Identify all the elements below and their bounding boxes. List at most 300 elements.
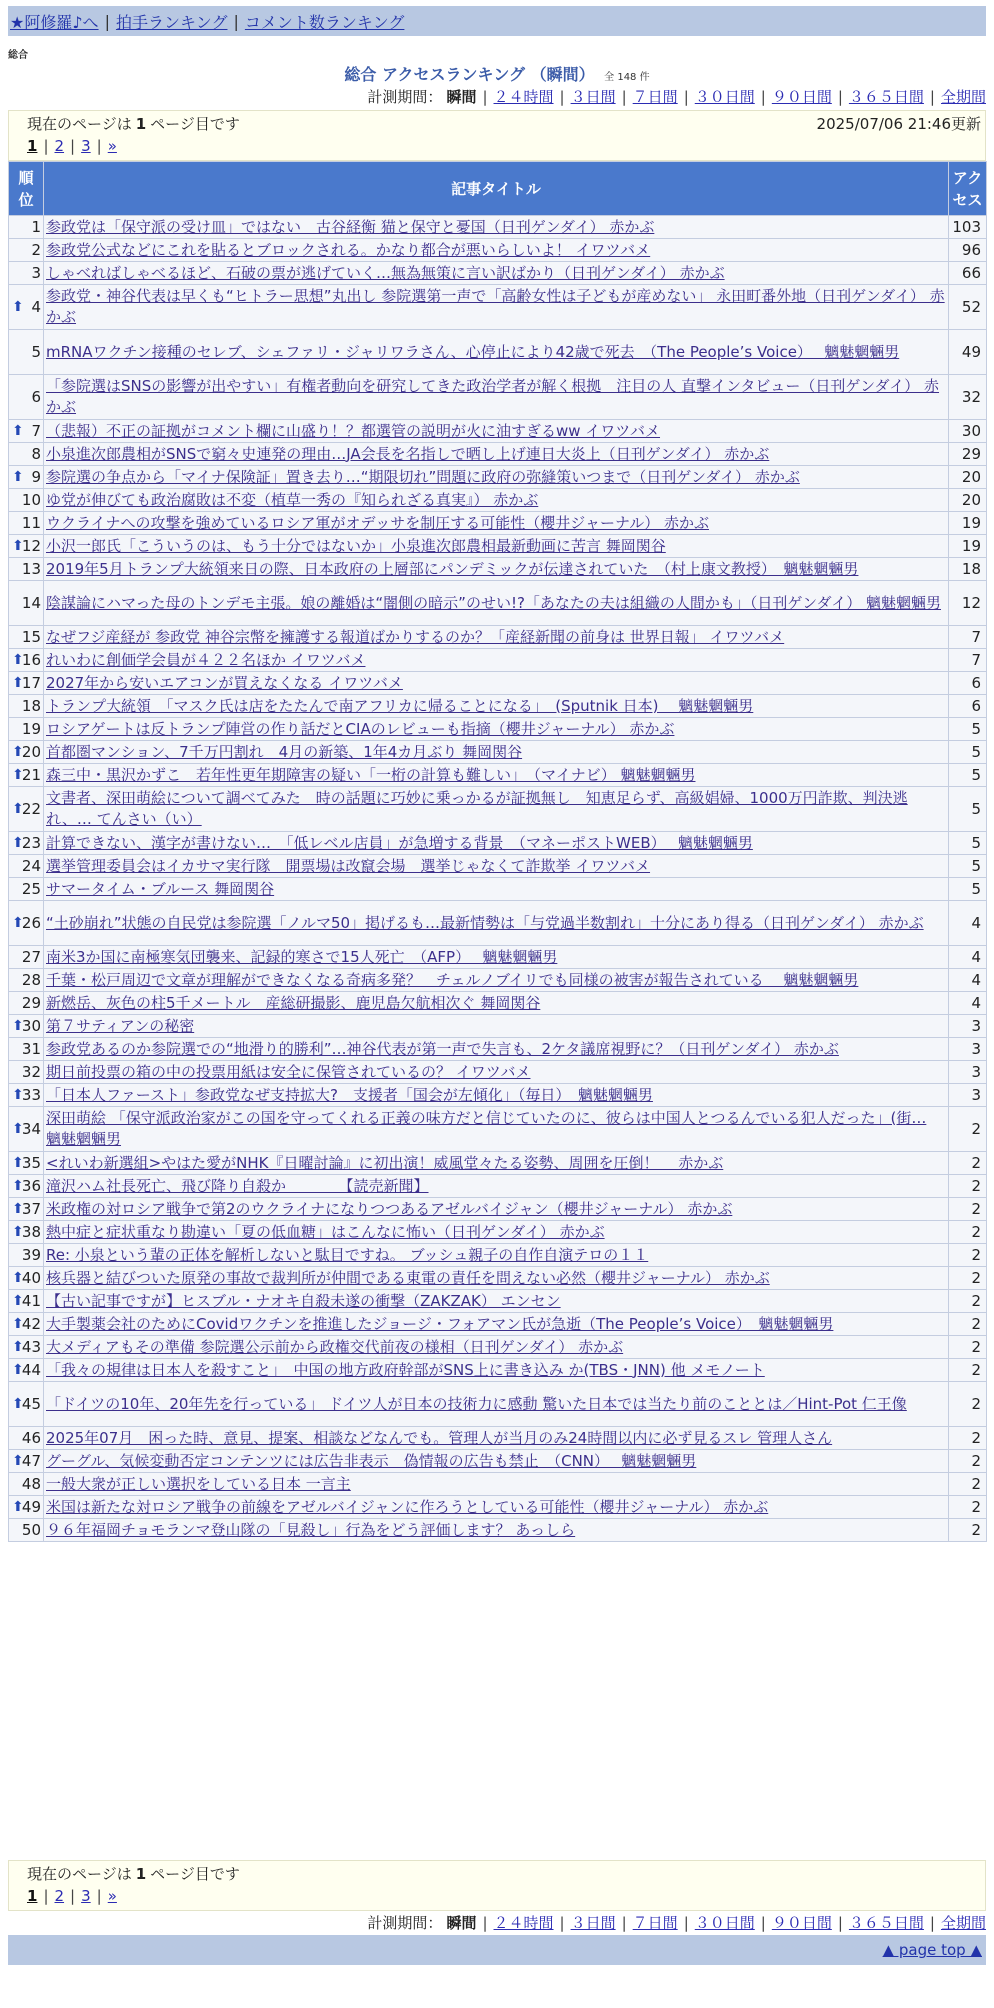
period-option-2[interactable]: ７日間 [632,88,678,106]
page-title-text: 総合 アクセスランキング （瞬間） [344,65,595,84]
article-title-link[interactable]: 2019年5月トランプ大統領来日の際、日本政府の上層部にパンデミックが伝達されていた （村上康文教授） 魑魅魍魎男 [46,559,859,578]
rank-cell [9,1244,44,1267]
table-row [9,1496,987,1519]
access-count: 2 [949,1244,987,1267]
pagination-page-3[interactable]: 3 [81,1887,91,1905]
rank-header [9,162,44,216]
article-title-link[interactable]: （悲報）不正の証拠がコメント欄に山盛り！？都選管の説明が火に油すぎるww イワツバメ [46,421,661,440]
period-option-4[interactable]: ９０日間 [771,88,832,106]
current-page-suffix: ページ目です [150,1865,240,1883]
article-title-link[interactable]: 選挙管理委員会はイカサマ実行隊 開票場は改竄会場 選挙じゃなくて詐欺挙 イワツバメ [46,856,651,875]
title-cell [44,262,949,285]
article-title-link[interactable]: 熱中症と症状重なり勘違い「夏の低血糖」はこんなに怖い（日刊ゲンダイ） 赤かぶ [46,1222,605,1241]
article-title-link[interactable]: 参院選の争点から「マイナ保険証」置き去り…“期限切れ”問題に政府の弥縫策いつまで（日刊ゲンダイ） 赤かぶ [46,467,800,486]
access-count: 19 [949,535,987,558]
title-cell [44,672,949,695]
access-count: 2 [949,1107,987,1152]
table-row [9,581,987,626]
rank-cell [9,1038,44,1061]
pagination-page-3[interactable]: 3 [81,137,91,155]
article-title-link[interactable]: 「我々の規律は日本人を殺すこと」 中国の地方政府幹部がSNS上に書き込み か(TBS・JNN) 他 メモノート [46,1360,765,1379]
period-option-6[interactable]: 全期間 [940,1914,986,1932]
period-option-0[interactable]: ２４時間 [493,88,554,106]
table-row [9,1427,987,1450]
period-separator: | [621,1914,627,1932]
table-row [9,1336,987,1359]
article-title-link[interactable]: ９６年福岡チョモランマ登山隊の「見殺し」行為をどう評価します？ あっしら [46,1520,576,1539]
rank-number: 9 [31,468,41,486]
current-page-suffix: ページ目です [150,115,240,133]
title-cell [44,239,949,262]
bottom-bar [8,1935,986,1965]
pagination-separator: | [70,1887,76,1905]
article-title-link[interactable]: 計算できない、漢字が書けない… 「低レベル店員」が急増する背景 （マネーポストWEB） 魑魅魍魎男 [46,833,753,852]
table-row [9,1061,987,1084]
table-row [9,1175,987,1198]
table-row [9,443,987,466]
access-count: 4 [949,946,987,969]
table-row [9,901,987,946]
up-arrow-icon: ⬆ [12,299,24,315]
rank-number: 22 [21,800,41,818]
article-title-link[interactable]: 参政党・神谷代表は早くも“ヒトラー思想”丸出し 参院選第一声で「高齢女性は子どもが産めない」 永田町番外地（日刊ゲンダイ） 赤かぶ [46,287,945,326]
access-count: 3 [949,1015,987,1038]
rank-number: 48 [21,1475,41,1493]
access-count: 96 [949,239,987,262]
title-cell [44,330,949,375]
access-count: 6 [949,672,987,695]
title-cell [44,901,949,946]
rank-number: 8 [31,445,41,463]
title-cell [44,1359,949,1382]
up-arrow-icon: ⬆ [12,1453,24,1469]
rank-cell [9,649,44,672]
article-title-link[interactable]: 2027年から安いエアコンが買えなくなる イワツバメ [46,673,403,692]
comment-ranking-link[interactable]: コメント数ランキング [244,12,405,32]
period-separator: | [760,88,766,106]
rank-cell [9,375,44,420]
article-title-link[interactable]: ゆ党が伸びても政治腐敗は不変（植草一秀の『知られざる真実』） 赤かぶ [46,490,539,509]
title-cell [44,1061,949,1084]
access-count: 18 [949,558,987,581]
up-arrow-icon: ⬆ [12,1121,24,1137]
article-title-link[interactable]: 「日本人ファースト」参政党なぜ支持拡大? 支援者「国会が左傾化」（毎日） 魑魅魍魎男 [46,1085,653,1104]
access-count: 2 [949,1450,987,1473]
period-option-6[interactable]: 全期間 [940,88,986,106]
access-count: 4 [949,901,987,946]
pagination-current: 1 [27,1887,38,1905]
rank-number: 36 [21,1177,41,1195]
table-row [9,558,987,581]
title-cell [44,1152,949,1175]
table-row [9,672,987,695]
rank-cell [9,1267,44,1290]
title-cell [44,695,949,718]
rank-cell [9,239,44,262]
period-option-1[interactable]: ３日間 [570,88,616,106]
asyura-home-link[interactable]: ★阿修羅♪へ [10,12,99,32]
table-row [9,216,987,239]
title-cell [44,649,949,672]
up-arrow-icon: ⬆ [12,1339,24,1355]
rank-cell [9,420,44,443]
pagination [27,137,117,155]
up-arrow-icon: ⬆ [12,1396,24,1412]
access-count: 5 [949,878,987,901]
access-count: 5 [949,718,987,741]
article-title-link[interactable]: なぜフジ産経が 参政党 神谷宗幣を擁護する報道ばかりするのか？「産経新聞の前身は 世界日報」 イワツバメ [46,627,785,646]
article-title-link[interactable]: 滝沢ハム社長死亡、飛び降り自殺か 【読売新聞】 [46,1176,429,1195]
access-count: 2 [949,1473,987,1496]
period-separator: | [683,88,689,106]
rank-number: 47 [21,1452,41,1470]
rank-cell [9,1382,44,1427]
access-count: 30 [949,420,987,443]
article-title-link[interactable]: 「ドイツの10年、20年先を行っている」 ドイツ人が日本の技術力に感動 驚いた日本では当たり前のこととは／Hint-Pot 仁王像 [46,1394,907,1413]
up-arrow-icon: ⬆ [12,767,24,783]
rank-cell [9,695,44,718]
article-title-link[interactable]: 参政党は「保守派の受け皿」ではない 古谷経衡 猫と保守と憂国（日刊ゲンダイ） 赤かぶ [46,217,655,236]
title-cell [44,626,949,649]
access-count: 4 [949,969,987,992]
period-separator: | [482,1914,488,1932]
rank-number: 50 [21,1521,41,1539]
current-page-prefix: 現在のページは [27,115,132,133]
table-row [9,1290,987,1313]
rank-cell [9,1084,44,1107]
access-count: 2 [949,1152,987,1175]
period-label: 計測期間： [367,88,443,106]
title-cell [44,718,949,741]
access-count: 2 [949,1336,987,1359]
title-cell [44,1427,949,1450]
current-page-text [27,1863,240,1884]
rank-cell [9,1359,44,1382]
access-count: 20 [949,489,987,512]
rank-number: 5 [31,343,41,361]
article-title-link[interactable]: 参政党あるのか参院選での“地滑り的勝利”…神谷代表が第一声で失言も、2ケタ議席視野に？（日刊ゲンダイ） 赤かぶ [46,1039,839,1058]
pagination-page-2[interactable]: 2 [54,137,65,155]
ranking-table [8,161,987,1542]
rank-cell [9,1519,44,1542]
article-title-link[interactable]: 2025年07月 困った時、意見、提案、相談などなんでも。管理人が当月のみ24時間以内に必ず見るスレ 管理人さん [46,1428,833,1447]
article-title-link[interactable]: 米政権の対ロシア戦争で第2のウクライナになりつつあるアゼルバイジャン（櫻井ジャーナル） 赤かぶ [46,1199,733,1218]
access-count: 5 [949,832,987,855]
rank-cell [9,1061,44,1084]
article-title-link[interactable]: 大手製薬会社のためにCovidワクチンを推進したジョージ・フォアマン氏が急逝（The People’s Voice） 魑魅魍魎男 [46,1314,834,1333]
title-cell [44,1313,949,1336]
table-row [9,512,987,535]
table-row [9,239,987,262]
access-count: 2 [949,1519,987,1542]
article-title-link[interactable]: 深田萌絵 「保守派政治家がこの国を守ってくれる正義の味方だと信じていたのに、彼らは中国人とつるんでいる犯人だった」(街… 魑魅魍魎男 [46,1109,927,1148]
article-title-link[interactable]: 新燃岳、灰色の柱5千メートル 産総研撮影、鹿児島欠航相次ぐ 舞岡関谷 [46,993,541,1012]
pagination-separator: | [43,137,49,155]
access-count: 2 [949,1198,987,1221]
article-title-link[interactable]: しゃべればしゃべるほど、石破の票が逃げていく…無為無策に言い訳ばかり（日刊ゲンダイ） 赤かぶ [46,263,725,282]
applause-ranking-link[interactable]: 拍手ランキング [115,12,228,32]
period-separator: | [929,88,935,106]
rank-number: 3 [31,264,41,282]
article-title-link[interactable]: トランプ大統領 「マスク氏は店をたたんで南アフリカに帰ることになる」 (Sputnik 日本) 魑魅魍魎男 [46,696,754,715]
rank-number: 42 [21,1315,41,1333]
rank-number: 11 [21,514,41,532]
title-cell [44,1038,949,1061]
access-count: 2 [949,1427,987,1450]
article-title-link[interactable]: グーグル、気候変動否定コンテンツには広告非表示 偽情報の広告も禁止 （CNN） 魑魅魍魎男 [46,1451,697,1470]
rank-cell [9,1450,44,1473]
rank-cell [9,1336,44,1359]
rank-cell [9,262,44,285]
up-arrow-icon: ⬆ [12,1224,24,1240]
article-title-link[interactable]: <れいわ新選組>やはた愛がNHK『日曜討論』に初出演！威風堂々たる姿勢、周囲を圧倒！ 赤かぶ [46,1153,724,1172]
title-cell [44,992,949,1015]
article-title-link[interactable]: れいわに創価学会員が４２２名ほか イワツバメ [46,650,366,669]
period-option-3[interactable]: ３０日間 [694,88,755,106]
rank-number: 43 [21,1338,41,1356]
table-row [9,695,987,718]
table-row [9,1473,987,1496]
access-header-label: アク セス [952,168,983,209]
table-row [9,1107,987,1152]
rank-number: 34 [21,1120,41,1138]
access-count: 3 [949,1038,987,1061]
article-title-link[interactable]: 核兵器と結びついた原発の事故で裁判所が仲間である東電の責任を問えない必然（櫻井ジャーナル） 赤かぶ [46,1268,770,1287]
rank-cell [9,901,44,946]
article-title-link[interactable]: 南米3か国に南極寒気団襲来、記録的寒さで15人死亡 （AFP） 魑魅魍魎男 [46,947,558,966]
current-page-text [27,113,240,134]
rank-number: 12 [21,537,41,555]
period-current: 瞬間 [446,88,477,106]
article-title-link[interactable]: 陰謀論にハマった母のトンデモ主張。娘の離婚は“闇側の暗示”のせい!?「あなたの夫は組織の人間かも」（日刊ゲンダイ） 魑魅魍魎男 [46,593,941,612]
period-selector-bottom [367,1912,986,1933]
up-arrow-icon: ⬆ [12,675,24,691]
table-row [9,855,987,878]
rank-number: 13 [21,560,41,578]
pagination-page-2[interactable]: 2 [54,1887,65,1905]
rank-cell [9,626,44,649]
up-arrow-icon: ⬆ [12,801,24,817]
up-arrow-icon: ⬆ [12,1201,24,1217]
period-option-4[interactable]: ９０日間 [771,1914,832,1932]
title-cell [44,1496,949,1519]
page-top-link[interactable]: ▲ page top ▲ [882,1941,982,1959]
table-row [9,535,987,558]
rank-number: 10 [21,491,41,509]
article-title-link[interactable]: 小沢一郎氏「こういうのは、もう十分ではないか」小泉進次郎農相最新動画に苦言 舞岡関谷 [46,536,666,555]
article-title-link[interactable]: 期日前投票の箱の中の投票用紙は安全に保管されているの？ イワツバメ [46,1062,531,1081]
title-cell [44,1450,949,1473]
rank-cell [9,946,44,969]
rank-cell [9,1198,44,1221]
table-row [9,1519,987,1542]
rank-number: 14 [21,594,41,612]
article-title-link[interactable]: 【古い記事ですが】ヒスブル・ナオキ自殺未遂の衝撃（ZAKZAK） エンセン [46,1291,561,1310]
title-cell [44,1221,949,1244]
title-cell [44,878,949,901]
title-cell [44,1290,949,1313]
access-count: 5 [949,787,987,832]
article-title-link[interactable]: 文書者、深田萌絵について調べてみた 時の話題に巧妙に乗っかるが証拠無し 知恵足らず、高級娼婦、1000万円詐欺、判決逃れ、… てんさい（い） [46,789,908,828]
access-count: 5 [949,764,987,787]
up-arrow-icon: ⬆ [12,469,24,485]
rank-number: 23 [21,834,41,852]
article-title-link[interactable]: 首都圏マンション、7千万円割れ 4月の新築、1年4カ月ぶり 舞岡関谷 [46,742,523,761]
title-cell [44,1473,949,1496]
pagination-next[interactable]: » [107,1887,117,1905]
up-arrow-icon: ⬆ [12,1178,24,1194]
article-title-link[interactable]: ロシアゲートは反トランプ陣営の作り話だとCIAのレビューも指摘（櫻井ジャーナル） 赤かぶ [46,719,675,738]
table-row [9,1382,987,1427]
table-row [9,1198,987,1221]
title-cell [44,1084,949,1107]
article-title-link[interactable]: Re: 小泉という輩の正体を解析しないと駄目ですね。 ブッシュ親子の自作自演テロの１１ [46,1245,649,1264]
pagination-separator: | [43,1887,49,1905]
rank-cell [9,992,44,1015]
access-count: 3 [949,1084,987,1107]
article-title-link[interactable]: サマータイム・ブルース 舞岡関谷 [46,879,275,898]
title-cell [44,1244,949,1267]
rank-cell [9,764,44,787]
rank-number: 26 [21,914,41,932]
article-title-link[interactable]: 米国は新たな対ロシア戦争の前線をアゼルバイジャンに作ろうとしている可能性（櫻井ジャーナル） 赤かぶ [46,1497,769,1516]
article-title-link[interactable]: 参政党公式などにこれを貼るとブロックされる。かなり都合が悪いらしいよ！ イワツバメ [46,240,651,259]
nav-separator: | [104,11,110,31]
rank-number: 18 [21,697,41,715]
up-arrow-icon: ⬆ [12,835,24,851]
title-cell [44,581,949,626]
table-row [9,1313,987,1336]
article-title-link[interactable]: ウクライナへの攻撃を強めているロシア軍がオデッサを制圧する可能性（櫻井ジャーナル） 赤かぶ [46,513,709,532]
rank-number: 28 [21,971,41,989]
nav-separator: | [233,11,239,31]
title-cell [44,946,949,969]
article-title-link[interactable]: 第７サティアンの秘密 [46,1016,195,1035]
rank-number: 30 [21,1017,41,1035]
article-title-link[interactable]: 小泉進次郎農相がSNSで窮々史連発の理由…JA会長を名指しで晒し上げ連日大炎上（日刊ゲンダイ） 赤かぶ [46,444,770,463]
rank-number: 16 [21,651,41,669]
article-title-link[interactable]: 「参院選はSNSの影響が出やすい」有権者動向を研究してきた政治学者が解く根拠 注目の人 直撃インタビュー（日刊ゲンダイ） 赤かぶ [46,377,940,416]
rank-number: 1 [31,218,41,236]
period-separator: | [683,1914,689,1932]
access-count: 7 [949,626,987,649]
period-option-5[interactable]: ３６５日間 [848,88,924,106]
article-title-link[interactable]: 大メディアもその準備 参院選公示前から政権交代前夜の様相（日刊ゲンダイ） 赤かぶ [46,1337,624,1356]
rank-cell [9,443,44,466]
up-arrow-icon: ⬆ [12,1499,24,1515]
article-title-link[interactable]: mRNAワクチン接種のセレブ、シェファリ・ジャリワラさん、心停止により42歳で死去 （The People’s Voice） 魑魅魍魎男 [46,342,900,361]
title-cell [44,969,949,992]
article-title-link[interactable]: 一般大衆が正しい選択をしている日本 一言主 [46,1474,351,1493]
period-separator: | [621,88,627,106]
table-header-row [9,162,987,216]
table-row [9,489,987,512]
period-option-2[interactable]: ７日間 [632,1914,678,1932]
period-option-3[interactable]: ３０日間 [694,1914,755,1932]
period-option-1[interactable]: ３日間 [570,1914,616,1932]
article-title-link[interactable]: 千葉・松戸周辺で文章が理解ができなくなる奇病多発？ チェルノブイリでも同様の被害が報告されている 魑魅魍魎男 [46,970,859,989]
rank-number: 38 [21,1223,41,1241]
title-cell [44,787,949,832]
title-cell [44,1382,949,1427]
pagination [27,1887,117,1905]
rank-cell [9,1427,44,1450]
article-title-link[interactable]: 森三中・黒沢かずこ 若年性更年期障害の疑い「一桁の計算も難しい」 （マイナビ） 魑魅魍魎男 [46,765,696,784]
table-row [9,878,987,901]
title-cell [44,216,949,239]
rank-number: 41 [21,1292,41,1310]
title-cell [44,1519,949,1542]
table-row [9,946,987,969]
title-cell [44,1336,949,1359]
rank-number: 44 [21,1361,41,1379]
rank-number: 15 [21,628,41,646]
rank-number: 27 [21,948,41,966]
table-row [9,832,987,855]
rank-number: 32 [21,1063,41,1081]
access-count: 29 [949,443,987,466]
up-arrow-icon: ⬆ [12,1362,24,1378]
title-cell [44,443,949,466]
up-arrow-icon: ⬆ [12,1155,24,1171]
title-cell [44,832,949,855]
rank-cell [9,672,44,695]
pagination-next[interactable]: » [107,137,117,155]
table-row [9,1152,987,1175]
access-count: 2 [949,1221,987,1244]
pagination-current: 1 [27,137,38,155]
rank-cell [9,581,44,626]
rank-header-label: 順 位 [18,168,34,209]
title-cell [44,420,949,443]
table-row [9,375,987,420]
table-row [9,718,987,741]
article-title-link[interactable]: “土砂崩れ”状態の自民党は参院選「ノルマ50」掲げるも…最新情勢は「与党過半数割れ」十分にあり得る（日刊ゲンダイ） 赤かぶ [46,913,924,932]
period-option-5[interactable]: ３６５日間 [848,1914,924,1932]
title-cell [44,1015,949,1038]
rank-number: 35 [21,1154,41,1172]
rank-number: 4 [31,298,41,316]
rank-number: 39 [21,1246,41,1264]
access-count: 2 [949,1313,987,1336]
rank-number: 25 [21,880,41,898]
top-nav-bar [8,6,986,36]
access-count: 3 [949,1061,987,1084]
rank-cell [9,466,44,489]
rank-cell [9,1313,44,1336]
rank-cell [9,535,44,558]
up-arrow-icon: ⬆ [12,1316,24,1332]
table-row [9,285,987,330]
rank-cell [9,1473,44,1496]
period-selector-top [367,86,986,107]
rank-number: 20 [21,743,41,761]
title-cell [44,466,949,489]
table-row [9,420,987,443]
rank-cell [9,512,44,535]
up-arrow-icon: ⬆ [12,915,24,931]
period-option-0[interactable]: ２４時間 [493,1914,554,1932]
title-cell [44,285,949,330]
rank-cell [9,330,44,375]
rank-cell [9,1290,44,1313]
rank-number: 21 [21,766,41,784]
access-count: 49 [949,330,987,375]
title-cell [44,535,949,558]
up-arrow-icon: ⬆ [12,652,24,668]
current-page-number: 1 [135,115,147,133]
rank-number: 2 [31,241,41,259]
